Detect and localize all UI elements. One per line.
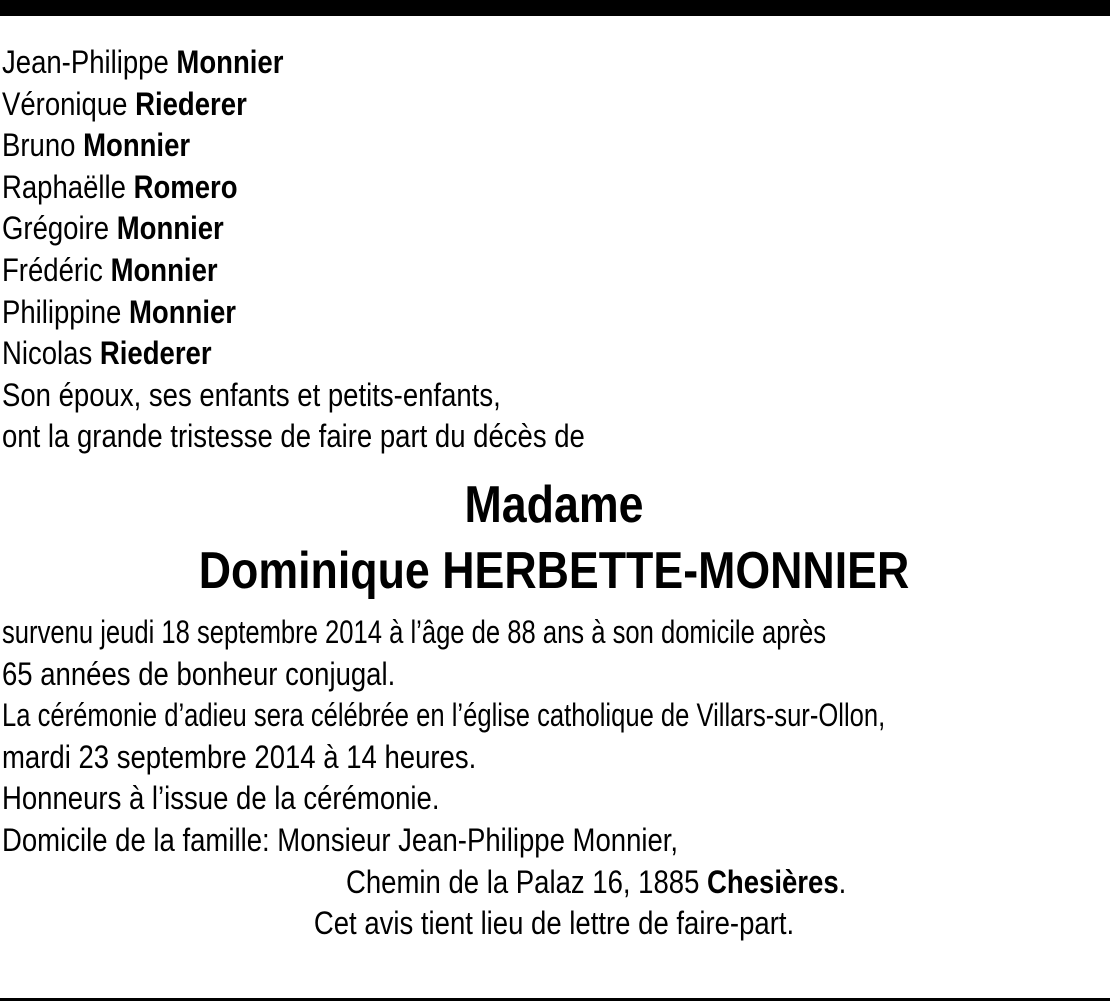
- first-name: Philippine: [2, 293, 122, 330]
- family-member: [2, 292, 951, 334]
- last-name: Monnier: [116, 210, 224, 247]
- family-member: [2, 125, 951, 167]
- first-name: Jean-Philippe: [2, 44, 169, 80]
- deceased-block: [2, 472, 1106, 604]
- family-member: [2, 167, 951, 209]
- first-name: Nicolas: [2, 335, 93, 372]
- family-member: [2, 333, 951, 375]
- detail-line: mardi 23 septembre 2014 à 14 heures.: [2, 738, 477, 775]
- first-name: Véronique: [2, 85, 128, 122]
- deceased-name: Dominique HERBETTE-MONNIER: [198, 541, 910, 600]
- deceased-title: Madame: [464, 475, 644, 534]
- address-street: Chemin de la Palaz 16, 1885: [346, 863, 708, 900]
- detail-line: Honneurs à l’issue de la cérémonie.: [2, 780, 440, 817]
- first-name: Bruno: [2, 127, 76, 164]
- address-end: .: [838, 863, 847, 900]
- first-name: Raphaëlle: [2, 168, 126, 205]
- detail-line: survenu jeudi 18 septembre 2014 à l’âge de 88 ans à son domicile après: [2, 613, 826, 650]
- family-member: [2, 42, 951, 84]
- intro-line: Son époux, ses enfants et petits-enfants,: [2, 376, 501, 413]
- bottom-rule: [0, 998, 1110, 1001]
- last-name: Monnier: [83, 127, 191, 164]
- family-member: [2, 250, 951, 292]
- family-member: [2, 208, 951, 250]
- first-name: Grégoire: [2, 210, 110, 247]
- detail-line: Domicile de la famille: Monsieur Jean-Philippe Monnier,: [2, 821, 679, 858]
- death-notice: [2, 42, 1106, 945]
- last-name: Monnier: [128, 293, 237, 330]
- detail-line: La cérémonie d’adieu sera célébrée en l’église catholique de Villars-sur-Ollon,: [2, 697, 886, 734]
- intro-line: ont la grande tristesse de faire part du décès de: [2, 418, 585, 455]
- family-member: [2, 84, 951, 126]
- last-name: Romero: [133, 168, 238, 205]
- detail-line: 65 années de bonheur conjugal.: [2, 655, 396, 692]
- last-name: Monnier: [110, 251, 218, 288]
- address-town: Chesières: [707, 863, 839, 900]
- footer-line: Cet avis tient lieu de lettre de faire-part.: [313, 905, 795, 942]
- last-name: Riederer: [135, 85, 247, 122]
- address-line: [2, 862, 951, 904]
- first-name: Frédéric: [2, 251, 103, 288]
- top-rule: [0, 0, 1110, 16]
- last-name: Monnier: [176, 44, 284, 80]
- last-name: Riederer: [99, 335, 212, 372]
- family-list: [2, 42, 1106, 375]
